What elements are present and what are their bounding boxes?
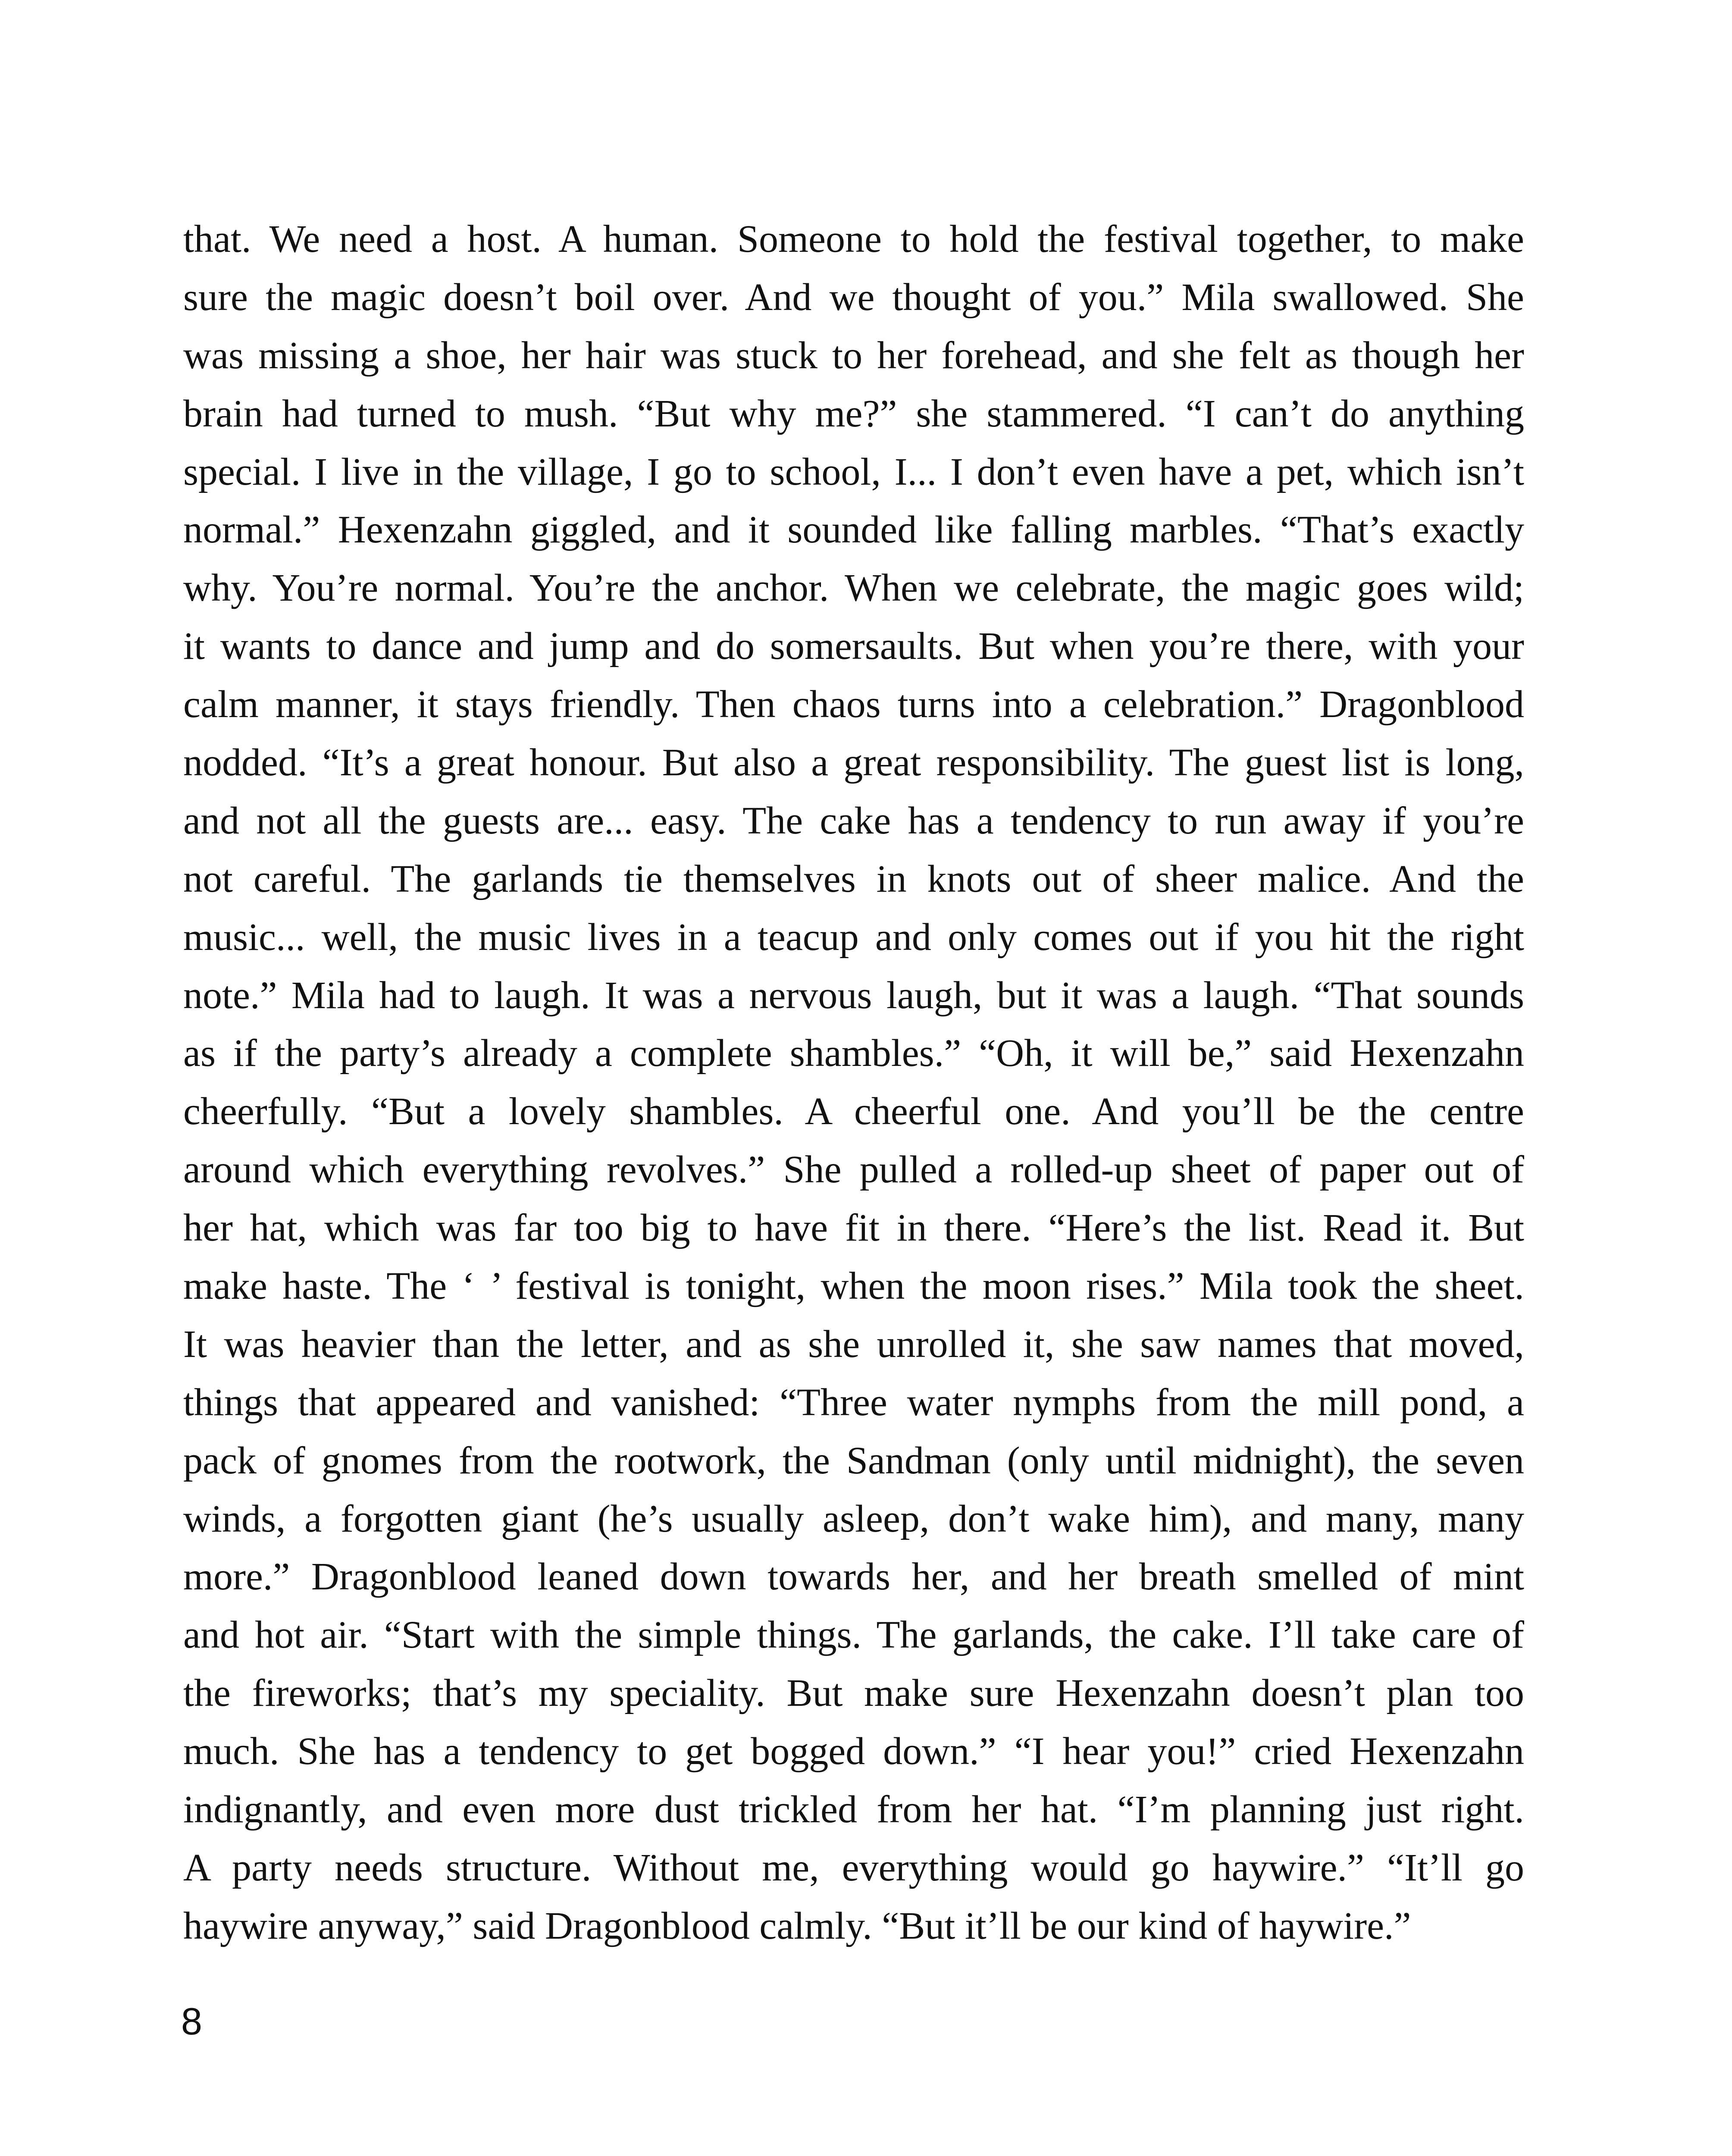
page-number: 8 (181, 2000, 202, 2043)
text-line: was missing a shoe, her hair was stuck to her forehead, and she felt as though her (183, 334, 1524, 377)
text-line: more.” Dragonblood leaned down towards her, and her breath smelled of mint (183, 1555, 1524, 1598)
text-line: the fireworks; that’s my speciality. But make sure Hexenzahn doesn’t plan too (183, 1672, 1524, 1715)
text-line: brain had turned to mush. “But why me?” she stammered. “I can’t do anything (183, 392, 1524, 435)
text-line: and not all the guests are... easy. The cake has a tendency to run away if you’re (183, 799, 1524, 842)
text-line: calm manner, it stays friendly. Then chaos turns into a celebration.” Dragonblood (183, 683, 1524, 726)
text-line: her hat, which was far too big to have fit in there. “Here’s the list. Read it. But (183, 1206, 1524, 1250)
text-line: that. We need a host. A human. Someone to hold the festival together, to make (183, 218, 1524, 260)
text-line: much. She has a tendency to get bogged down.” “I hear you!” cried Hexenzahn (183, 1730, 1524, 1773)
text-line: make haste. The ‘ ’ festival is tonight, when the moon rises.” Mila took the sheet. (183, 1265, 1524, 1308)
text-line: indignantly, and even more dust trickled from her hat. “I’m planning just right. (183, 1788, 1524, 1831)
text-line: note.” Mila had to laugh. It was a nervous laugh, but it was a laugh. “That sounds (183, 974, 1524, 1017)
text-line: special. I live in the village, I go to school, I... I don’t even have a pet, which isn’t (183, 450, 1524, 493)
text-line: around which everything revolves.” She pulled a rolled-up sheet of paper out of (183, 1148, 1524, 1191)
text-line: A party needs structure. Without me, everything would go haywire.” “It’ll go (183, 1846, 1524, 1889)
text-line: normal.” Hexenzahn giggled, and it sounded like falling marbles. “That’s exactly (183, 508, 1524, 552)
text-line: it wants to dance and jump and do somersaults. But when you’re there, with your (183, 625, 1524, 668)
text-line: things that appeared and vanished: “Three water nymphs from the mill pond, a (183, 1381, 1524, 1424)
text-line: not careful. The garlands tie themselves in knots out of sheer malice. And the (183, 857, 1524, 900)
text-line: It was heavier than the letter, and as she unrolled it, she saw names that moved, (183, 1322, 1524, 1366)
text-line: nodded. “It’s a great honour. But also a great responsibility. The guest list is long, (183, 741, 1524, 784)
text-line: cheerfully. “But a lovely shambles. A cheerful one. And you’ll be the centre (183, 1090, 1524, 1133)
text-line: as if the party’s already a complete shambles.” “Oh, it will be,” said Hexenzahn (183, 1032, 1524, 1075)
text-line: sure the magic doesn’t boil over. And we thought of you.” Mila swallowed. She (183, 276, 1524, 319)
text-line: haywire anyway,” said Dragonblood calmly. “But it’ll be our kind of haywire.” (183, 1904, 1411, 1947)
text-line: music... well, the music lives in a teacup and only comes out if you hit the right (183, 915, 1524, 959)
text-line: winds, a forgotten giant (he’s usually asleep, don’t wake him), and many, many (183, 1497, 1524, 1540)
body-text (183, 210, 1524, 1955)
text-line: why. You’re normal. You’re the anchor. When we celebrate, the magic goes wild; (183, 567, 1524, 610)
text-line: and hot air. “Start with the simple things. The garlands, the cake. I’ll take care of (183, 1614, 1524, 1657)
text-line: pack of gnomes from the rootwork, the Sandman (only until midnight), the seven (183, 1439, 1524, 1482)
